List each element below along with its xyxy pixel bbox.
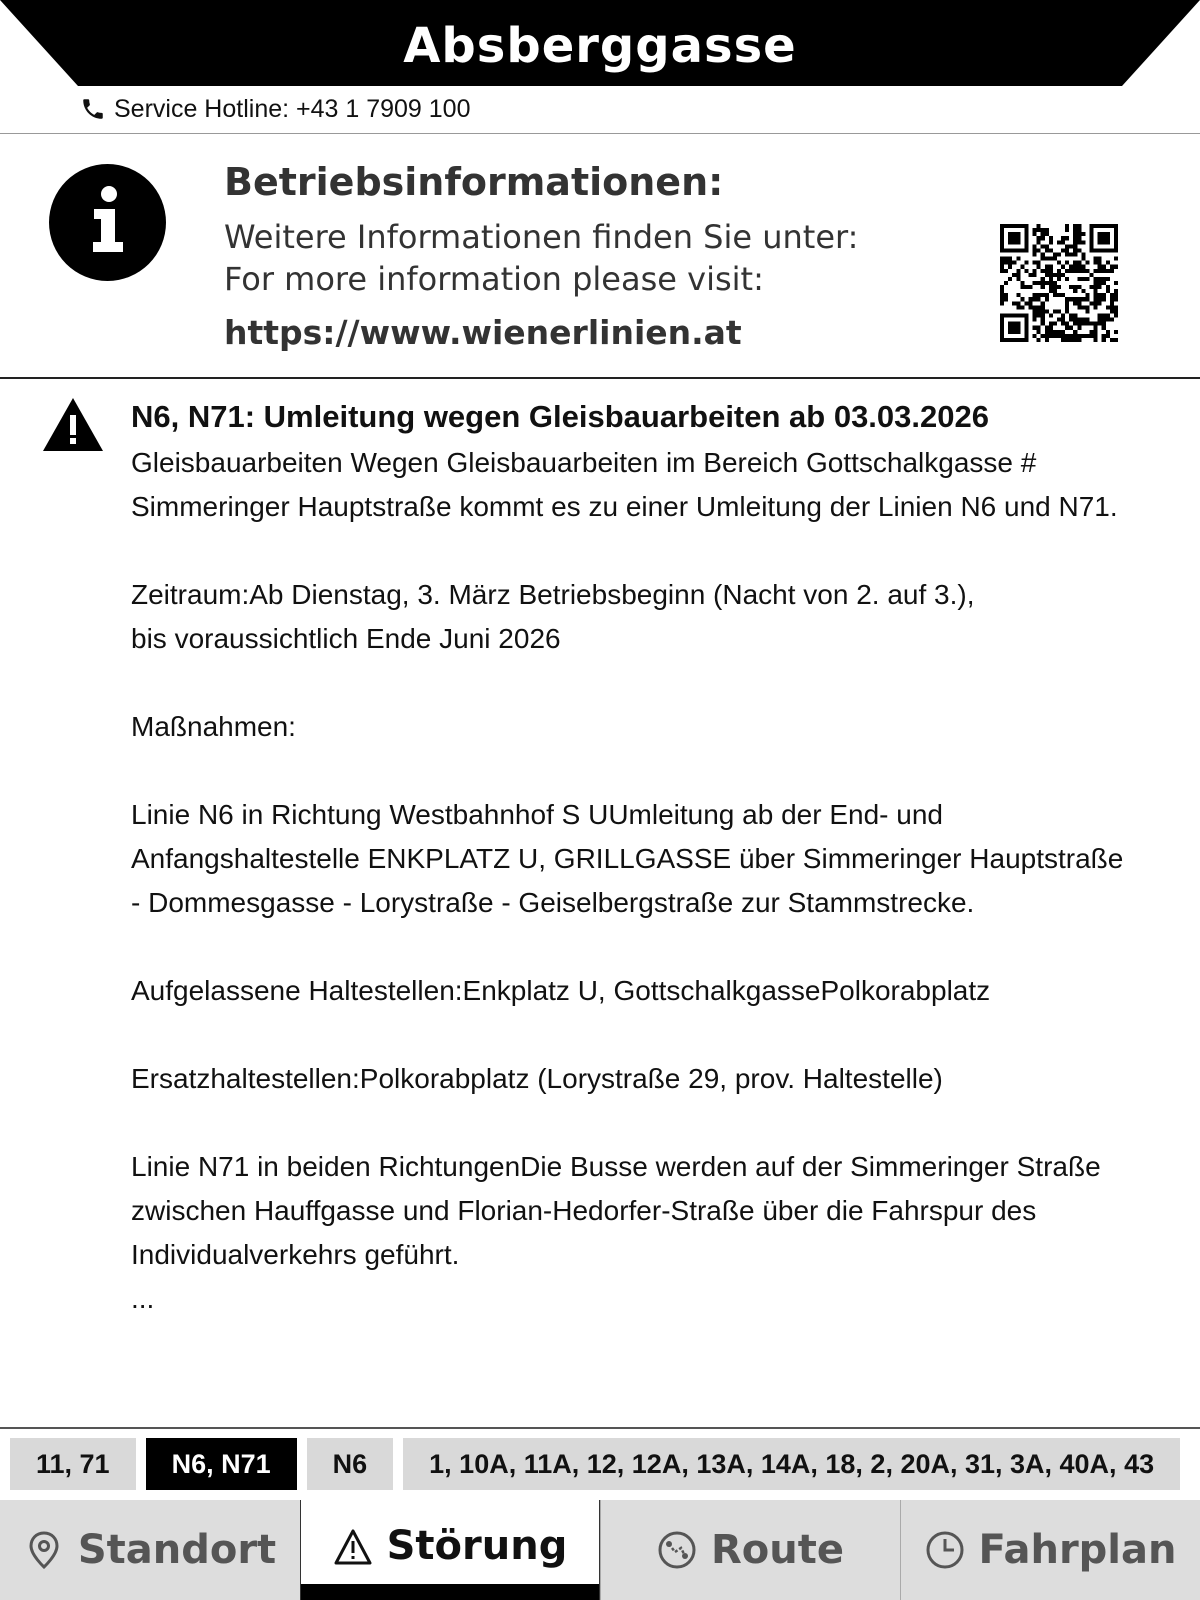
line-chip-11-71[interactable]: 11, 71 — [10, 1438, 136, 1490]
clock-icon — [925, 1530, 965, 1570]
location-pin-icon — [24, 1530, 64, 1570]
tab-label: Route — [710, 1527, 844, 1573]
info-icon — [49, 164, 166, 281]
tab-standort[interactable] — [0, 1500, 300, 1600]
alert-body: Gleisbauarbeiten Wegen Gleisbauarbeiten im Bereich Gottschalkgasse # Simmeringer Hauptstraße kommt es zu einer Umleitung der Linien N6 und N71. Zeitraum:Ab Dienstag, 3. März Betriebsbeginn (Nacht von 2. auf 3.), bis voraussichtlich Ende Juni 2026 Maßnahmen: Linie N6 in Richtung Westbahnhof S UUmleitung ab der End- und Anfangshaltestelle ENKPLATZ U, GRILLGASSE über Simmeringer Hauptstraße - Dommesgasse - Lorystraße - Geiselbergstraße zur Stammstrecke. Aufgelassene Haltestellen:Enkplatz U, GottschalkgassePolkorabplatz Ersatzhaltestellen:Polkorabplatz (Lorystraße 29, prov. Haltestelle) Linie N71 in beiden RichtungenDie Busse werden auf der Simmeringer Straße zwischen Hauffgasse und Florian-Hedorfer-Straße über die Fahrspur des Individualverkehrs geführt. ... — [131, 447, 1124, 1314]
divider — [0, 1427, 1200, 1429]
line-chip-many-lines[interactable]: 1, 10A, 11A, 12, 12A, 13A, 14A, 18, 2, 20A, 31, 3A, 40A, 43 — [403, 1438, 1180, 1490]
warning-icon — [333, 1527, 373, 1567]
divider — [0, 377, 1200, 379]
warning-icon — [43, 398, 103, 451]
service-hotline — [80, 94, 471, 124]
alert-title: N6, N71: Umleitung wegen Gleisbauarbeiten ab 03.03.2026 — [131, 399, 989, 434]
line-chip-n6-n71[interactable]: N6, N71 — [146, 1438, 297, 1490]
divider — [0, 133, 1200, 134]
tab-label: Standort — [77, 1527, 277, 1573]
line-chip-n6[interactable]: N6 — [307, 1438, 394, 1490]
tab-route[interactable] — [600, 1500, 900, 1600]
header-banner — [0, 0, 1200, 88]
phone-icon — [80, 96, 106, 122]
line-chip-bar — [10, 1438, 1200, 1490]
info-text-en: For more information please visit: — [224, 260, 764, 298]
info-text-de: Weitere Informationen finden Sie unter: — [224, 218, 859, 256]
tab-stoerung[interactable] — [300, 1500, 600, 1600]
route-icon — [657, 1530, 697, 1570]
hotline-text: Service Hotline: +43 1 7909 100 — [114, 94, 471, 123]
station-title: Absberggasse — [403, 18, 797, 74]
tab-label: Störung — [386, 1523, 568, 1569]
info-url-link[interactable]: https://www.wienerlinien.at — [224, 313, 742, 352]
bottom-tab-bar — [0, 1500, 1200, 1600]
tab-fahrplan[interactable] — [900, 1500, 1200, 1600]
info-heading: Betriebsinformationen: — [224, 160, 724, 204]
qr-code[interactable] — [1000, 224, 1118, 342]
tab-label: Fahrplan — [978, 1527, 1177, 1573]
